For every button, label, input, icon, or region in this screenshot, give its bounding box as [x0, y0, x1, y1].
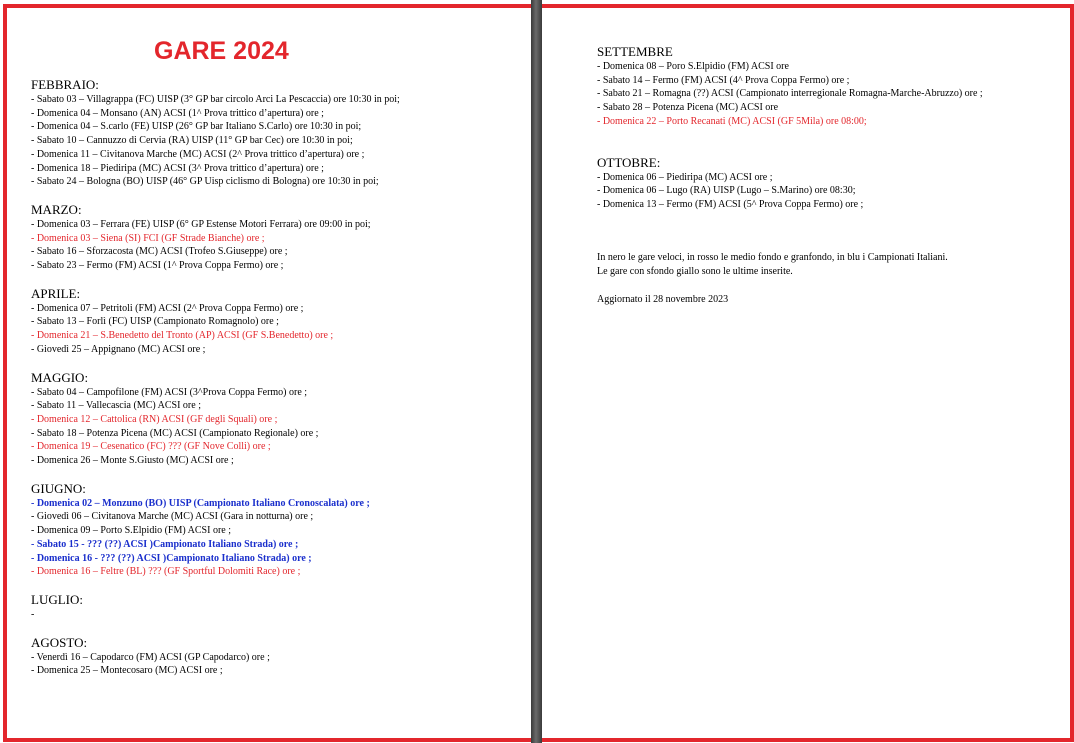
race-entry: - Domenica 25 – Montecosaro (MC) ACSI ore ;	[31, 665, 223, 677]
race-entry: - Domenica 19 – Cesenatico (FC) ??? (GF Nove Colli) ore ;	[31, 441, 271, 453]
race-entry: - Sabato 28 – Potenza Picena (MC) ACSI ore	[597, 102, 779, 114]
update-date: Aggiornato il 28 novembre 2023	[597, 293, 729, 305]
race-entry: - Domenica 16 – Feltre (BL) ??? (GF Sportful Dolomiti Race) ore ;	[31, 566, 301, 578]
race-entry: - Domenica 06 – Piediripa (MC) ACSI ore ;	[597, 171, 773, 183]
race-entry: - Domenica 09 – Porto S.Elpidio (FM) ACSI ore ;	[31, 525, 231, 537]
race-entry: - Sabato 16 – Sforzacosta (MC) ACSI (Trofeo S.Giuseppe) ore ;	[31, 246, 288, 258]
race-entry: - Sabato 24 – Bologna (BO) UISP (46° GP Uisp ciclismo di Bologna) ore 10:30 in poi;	[31, 176, 379, 188]
legend-note-colors: In nero le gare veloci, in rosso le medio fondo e granfondo, in blu i Campionati Italiani.	[597, 251, 948, 263]
race-entry: - Domenica 12 – Cattolica (RN) ACSI (GF degli Squali) ore ;	[31, 413, 278, 425]
race-entry: - Sabato 03 – Villagrappa (FC) UISP (3° GP bar circolo Arci La Pescaccia) ore 10:30 in poi;	[31, 94, 400, 105]
race-entry: - Domenica 06 – Lugo (RA) UISP (Lugo – S.Marino) ore 08:30;	[597, 185, 856, 197]
race-entry: - Domenica 16 - ??? (??) ACSI )Campionato Italiano Strada) ore ;	[31, 552, 312, 564]
month-section	[31, 370, 526, 468]
race-entry: - Sabato 23 – Fermo (FM) ACSI (1^ Prova Coppa Fermo) ore ;	[31, 260, 284, 272]
month-heading: LUGLIO:	[31, 591, 83, 607]
month-section	[31, 592, 526, 622]
month-section	[31, 481, 526, 579]
race-entry: - Domenica 22 – Porto Recanati (MC) ACSI (GF 5Mila) ore 08:00;	[597, 115, 867, 127]
race-entry: - Domenica 03 – Ferrara (FE) UISP (6° GP Estense Motori Ferrara) ore 09:00 in poi;	[31, 218, 371, 230]
month-heading: AGOSTO:	[31, 634, 88, 650]
month-section	[597, 155, 1057, 212]
race-entry: -	[31, 608, 35, 620]
race-entry: - Domenica 02 – Monzuno (BO) UISP (Campionato Italiano Cronoscalata) ore ;	[31, 497, 370, 509]
race-entry: - Sabato 11 – Vallecascia (MC) ACSI ore ;	[31, 400, 201, 412]
race-entry: - Domenica 08 – Poro S.Elpidio (FM) ACSI ore	[597, 61, 789, 72]
race-entry: - Domenica 21 – S.Benedetto del Tronto (AP) ACSI (GF S.Benedetto) ore ;	[31, 330, 334, 342]
page-divider	[531, 0, 542, 743]
left-page	[31, 30, 526, 691]
month-heading: APRILE:	[31, 285, 81, 301]
document-title: GARE 2024	[154, 37, 289, 65]
month-heading: SETTEMBRE	[597, 44, 673, 59]
month-section	[31, 202, 526, 273]
legend-note-yellow: Le gare con sfondo giallo sono le ultime inserite.	[597, 265, 793, 277]
right-month-sections	[597, 44, 1057, 212]
month-heading: FEBBRAIO:	[31, 77, 99, 92]
right-page	[597, 44, 1057, 307]
race-entry: - Domenica 07 – Petritoli (FM) ACSI (2^ Prova Coppa Fermo) ore ;	[31, 302, 304, 314]
month-heading: OTTOBRE:	[597, 154, 661, 170]
month-heading: MARZO:	[31, 201, 82, 217]
race-entry: - Giovedì 06 – Civitanova Marche (MC) ACSI (Gara in notturna) ore ;	[31, 511, 314, 523]
month-section	[31, 286, 526, 357]
month-section	[597, 44, 1057, 129]
race-entry: - Domenica 11 – Civitanova Marche (MC) ACSI (2^ Prova trittico d’apertura) ore ;	[31, 148, 365, 160]
race-entry: - Venerdì 16 – Capodarco (FM) ACSI (GP Capodarco) ore ;	[31, 651, 270, 663]
race-entry: - Sabato 21 – Romagna (??) ACSI (Campionato interregionale Romagna-Marche-Abruzzo) ore ;	[597, 88, 983, 100]
race-entry: - Domenica 26 – Monte S.Giusto (MC) ACSI ore ;	[31, 455, 234, 467]
month-heading: MAGGIO:	[31, 369, 89, 385]
left-month-sections	[31, 77, 526, 678]
race-entry: - Domenica 13 – Fermo (FM) ACSI (5^ Prova Coppa Fermo) ore ;	[597, 198, 864, 210]
race-entry: - Sabato 14 – Fermo (FM) ACSI (4^ Prova Coppa Fermo) ore ;	[597, 74, 850, 86]
month-heading: GIUGNO:	[31, 480, 86, 496]
race-entry: - Sabato 18 – Potenza Picena (MC) ACSI (Campionato Regionale) ore ;	[31, 427, 319, 439]
race-entry: - Giovedì 25 – Appignano (MC) ACSI ore ;	[31, 343, 206, 355]
race-entry: - Sabato 10 – Cannuzzo di Cervia (RA) UISP (11° GP bar Cec) ore 10:30 in poi;	[31, 135, 353, 147]
month-section	[31, 635, 526, 678]
race-entry: - Domenica 04 – S.carlo (FE) UISP (26° GP bar Italiano S.Carlo) ore 10:30 in poi;	[31, 121, 362, 133]
race-entry: - Sabato 04 – Campofilone (FM) ACSI (3^Prova Coppa Fermo) ore ;	[31, 386, 308, 398]
race-entry: - Domenica 04 – Monsano (AN) ACSI (1^ Prova trittico d’apertura) ore ;	[31, 107, 324, 119]
month-section	[31, 77, 526, 189]
race-entry: - Domenica 03 – Siena (SI) FCI (GF Strade Bianche) ore ;	[31, 232, 265, 244]
race-entry: - Domenica 18 – Piediripa (MC) ACSI (3^ Prova trittico d’apertura) ore ;	[31, 162, 324, 174]
race-entry: - Sabato 13 – Forlì (FC) UISP (Campionato Romagnolo) ore ;	[31, 316, 279, 328]
race-entry: - Sabato 15 - ??? (??) ACSI )Campionato Italiano Strada) ore ;	[31, 538, 299, 550]
